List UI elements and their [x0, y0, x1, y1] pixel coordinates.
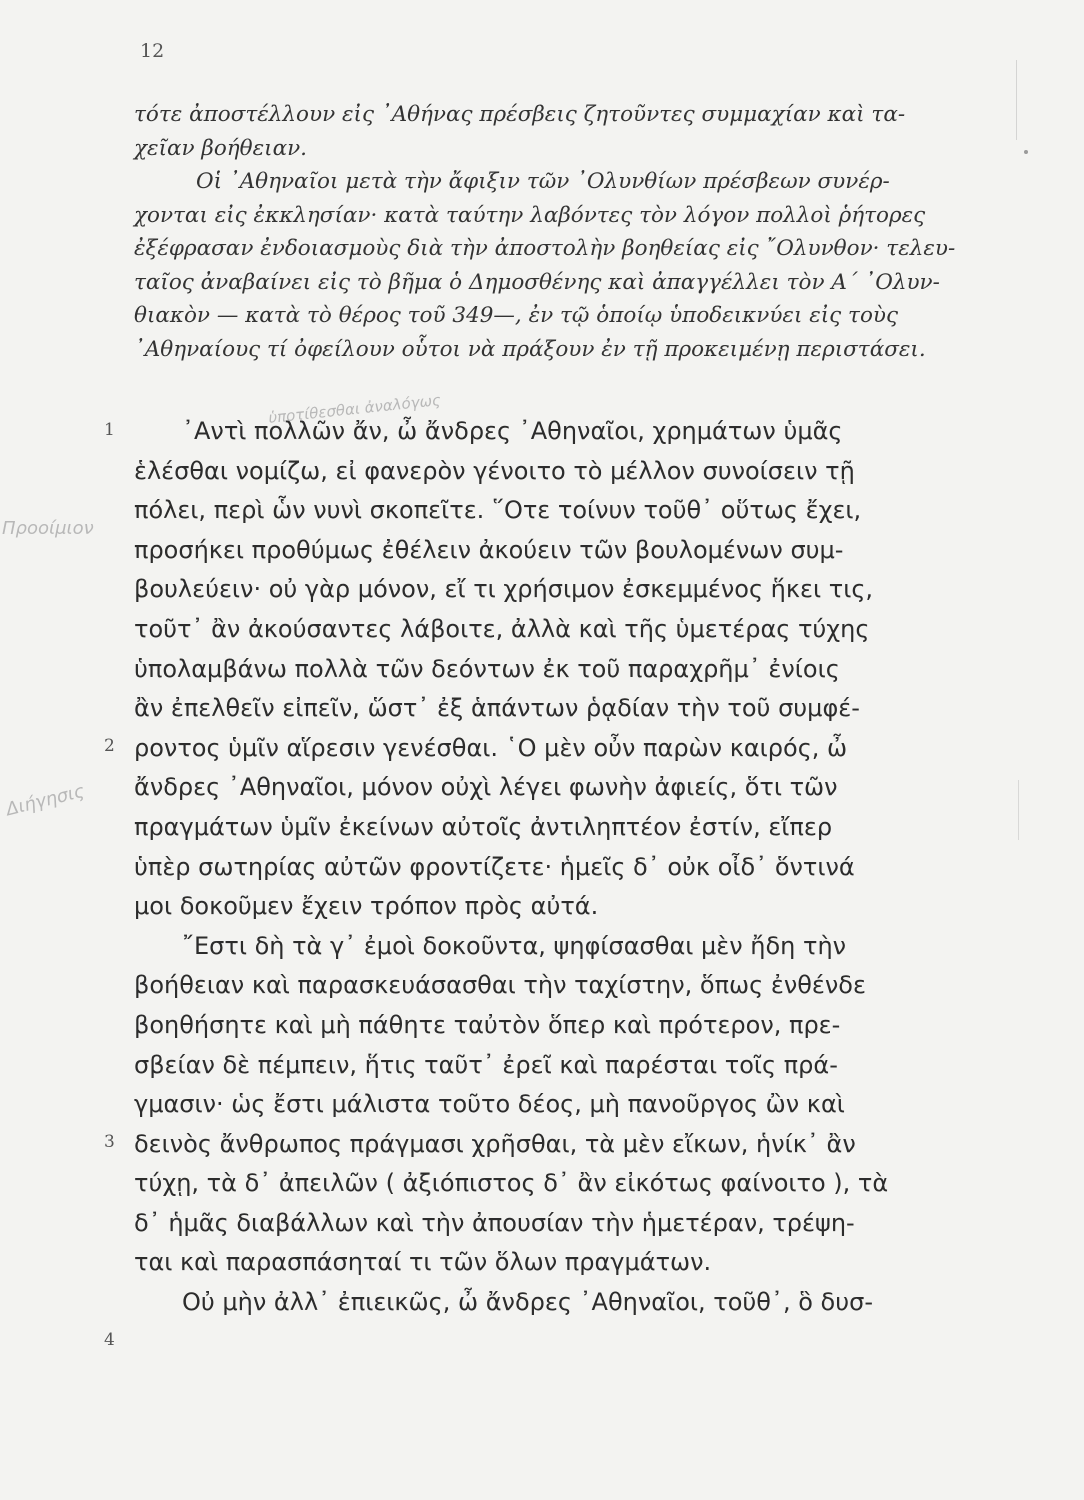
intro-line: τότε ἀποστέλλουν εἰς ᾿Αθήνας πρέσβεις ζητοῦντες συμμαχίαν καὶ τα-	[134, 102, 906, 127]
intro-line: χεῖαν βοήθειαν.	[134, 135, 308, 161]
scan-artifact-dot	[1024, 150, 1028, 154]
intro-line: ᾿Αθηναίους τί ὀφείλουν οὗτοι νὰ πράξουν ἐν τῇ προκειμένῃ περιστάσει.	[134, 336, 926, 362]
text-line: μοι δοκοῦμεν ἔχειν τρόπον πρὸς αὐτά.	[134, 892, 599, 921]
scan-artifact-line	[1018, 780, 1019, 840]
text-line: πόλει, περὶ ὧν νυνὶ σκοπεῖτε. ῞Οτε τοίνυν τοῦθ᾿ οὕτως ἔχει,	[134, 496, 862, 525]
scan-artifact-line	[1016, 60, 1017, 140]
text-line: ῎Εστι δὴ τὰ γ᾿ ἐμοὶ δοκοῦντα, ψηφίσασθαι μὲν ἤδη τὴν	[182, 931, 847, 960]
text-line: τύχῃ, τὰ δ᾿ ἀπειλῶν ( ἀξιόπιστος δ᾿ ἂν εἰκότως φαίνοιτο ), τὰ	[134, 1169, 889, 1198]
intro-line: χονται εἰς ἐκκλησίαν· κατὰ ταύτην λαβόντες τὸν λόγον πολλοὶ ῥήτορες	[134, 202, 926, 228]
introduction-paragraph	[134, 98, 986, 366]
page-number: 12	[140, 40, 165, 62]
text-line: βουλεύειν· οὐ γὰρ μόνον, εἴ τι χρήσιμον ἐσκεμμένος ἥκει τις,	[134, 575, 874, 604]
text-line: ὑπὲρ σωτηρίας αὐτῶν φροντίζετε· ἡμεῖς δ᾿ οὐκ οἶδ᾿ ὅντινά	[134, 852, 855, 881]
text-line: σβείαν δὲ πέμπειν, ἥτις ταῦτ᾿ ἐρεῖ καὶ παρέσται τοῖς πρά-	[134, 1050, 838, 1079]
text-line: ἄνδρες ᾿Αθηναῖοι, μόνον οὐχὶ λέγει φωνὴν ἀφιείς, ὅτι τῶν	[134, 773, 838, 802]
text-line: ται καὶ παρασπάσηταί τι τῶν ὅλων πραγμάτων.	[134, 1248, 712, 1277]
section-number: 3	[104, 1132, 115, 1152]
intro-line: Οἱ ᾿Αθηναῖοι μετὰ τὴν ἄφιξιν τῶν ᾿Ολυνθίων πρέσβεων συνέρ-	[196, 169, 890, 194]
text-line: ροντος ὑμῖν αἵρεσιν γενέσθαι. ῾Ο μὲν οὖν παρὼν καιρός, ὦ	[134, 733, 848, 762]
text-line: πραγμάτων ὑμῖν ἐκείνων αὐτοῖς ἀντιληπτέον ἐστίν, εἴπερ	[134, 812, 833, 841]
intro-line: ἐξέφρασαν ἐνδοιασμοὺς διὰ τὴν ἀποστολὴν βοηθείας εἰς ῎Ολυνθον· τελευ-	[134, 236, 956, 261]
main-text	[134, 412, 986, 1323]
text-line: Οὐ μὴν ἀλλ᾿ ἐπιεικῶς, ὦ ἄνδρες ᾿Αθηναῖοι, τοῦθ᾿, ὃ δυσ-	[182, 1288, 873, 1317]
text-line: βοήθειαν καὶ παρασκευάσασθαι τὴν ταχίστην, ὅπως ἐνθένδε	[134, 971, 866, 1000]
section-number: 4	[104, 1330, 115, 1350]
margin-note-diegesis: Διήγησις	[4, 780, 87, 821]
text-line: ᾿Αντὶ πολλῶν ἄν, ὦ ἄνδρες ᾿Αθηναῖοι, χρημάτων ὑμᾶς	[182, 417, 843, 445]
intro-line: ταῖος ἀναβαίνει εἰς τὸ βῆμα ὁ Δημοσθένης καὶ ἀπαγγέλλει τὸν Α΄ ᾿Ολυν-	[134, 269, 940, 295]
section-number: 2	[104, 736, 115, 756]
text-line: δεινὸς ἄνθρωπος πράγμασι χρῆσθαι, τὰ μὲν εἴκων, ἡνίκ᾿ ἂν	[134, 1129, 856, 1158]
text-line: ὑπολαμβάνω πολλὰ τῶν δεόντων ἐκ τοῦ παραχρῆμ᾿ ἐνίοις	[134, 654, 840, 683]
text-line: γμασιν· ὡς ἔστι μάλιστα τοῦτο δέος, μὴ πανοῦργος ὢν καὶ	[134, 1090, 845, 1119]
text-line: βοηθήσητε καὶ μὴ πάθητε ταὐτὸν ὅπερ καὶ πρότερον, πρε-	[134, 1010, 841, 1039]
text-line: ἂν ἐπελθεῖν εἰπεῖν, ὥστ᾿ ἐξ ἁπάντων ῥᾳδίαν τὴν τοῦ συμφέ-	[134, 694, 860, 723]
text-line: προσήκει προθύμως ἐθέλειν ἀκούειν τῶν βουλομένων συμ-	[134, 535, 844, 564]
margin-note-above-line: ὑποτίθεσθαι ἀναλόγως	[267, 390, 442, 428]
text-line: δ᾿ ἡμᾶς διαβάλλων καὶ τὴν ἀπουσίαν τὴν ἡμετέραν, τρέψη-	[134, 1208, 855, 1237]
text-line: ἑλέσθαι νομίζω, εἰ φανερὸν γένοιτο τὸ μέλλον συνοίσειν τῇ	[134, 456, 855, 485]
text-line: τοῦτ᾿ ἂν ἀκούσαντες λάβοιτε, ἀλλὰ καὶ τῆς ὑμετέρας τύχης	[134, 614, 870, 643]
section-number: 1	[104, 420, 115, 440]
margin-note-prooimion: Προοίμιον	[2, 518, 94, 539]
intro-line: θιακὸν — κατὰ τὸ θέρος τοῦ 349—, ἐν τῷ ὁποίῳ ὑποδεικνύει εἰς τοὺς	[134, 303, 899, 328]
